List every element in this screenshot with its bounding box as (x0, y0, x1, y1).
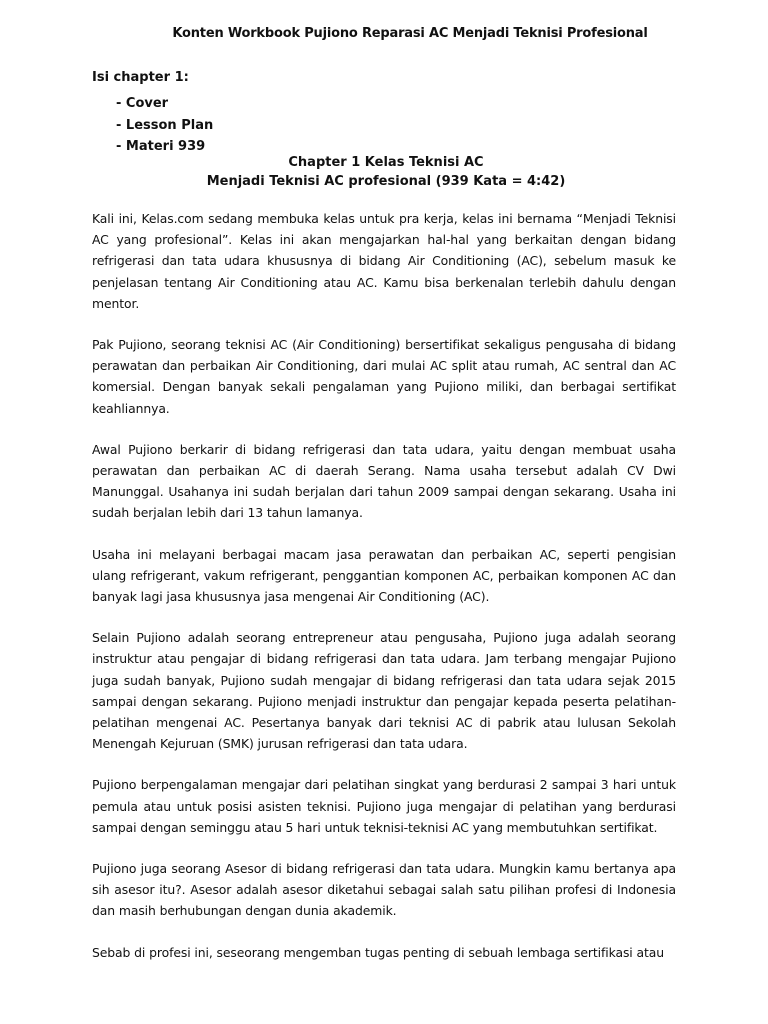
toc-heading: Isi chapter 1: (92, 70, 189, 85)
toc-item-lesson-plan: - Lesson Plan (116, 117, 214, 133)
chapter-subtitle: Menjadi Teknisi AC profesional (939 Kata = 4:42) (206, 174, 566, 189)
body-text (92, 208, 676, 983)
paragraph: Pak Pujiono, seorang teknisi AC (Air Conditioning) bersertifikat sekaligus pengusaha di bidang perawatan dan perbaikan Air Conditioning, dari mulai AC split atau rumah, AC sentral dan AC komersial. Dengan banyak sekali pengalaman yang Pujiono miliki, dan berbagai sertifikat keahliannya. (92, 337, 676, 416)
paragraph: Awal Pujiono berkarir di bidang refrigerasi dan tata udara, yaitu dengan membuat usaha perawatan dan perbaikan AC di daerah Serang. Nama usaha tersebut adalah CV Dwi Manunggal. Usahanya ini sudah berjalan dari tahun 2009 sampai dengan sekarang. Usaha ini sudah berjalan lebih dari 13 tahun lamanya. (92, 441, 676, 521)
paragraph: Pujiono berpengalaman mengajar dari pelatihan singkat yang berdurasi 2 sampai 3 hari untuk pemula atau untuk posisi asisten teknisi. Pujiono juga mengajar di pelatihan yang berdurasi sampai dengan seminggu atau 5 hari untuk teknisi-teknisi AC yang membutuhkan sertifikat. (92, 777, 676, 835)
paragraph: Selain Pujiono adalah seorang entrepreneur atau pengusaha, Pujiono juga adalah seorang instruktur atau pengajar di bidang refrigerasi dan tata udara. Jam terbang mengajar Pujiono juga sudah banyak, Pujiono sudah mengajar di bidang refrigerasi dan tata udara sejak 2015 sampai dengan sekarang. Pujiono menjadi instruktur dan pengajar kepada peserta pelatihan-pelatihan mengenai AC. Pesertanya banyak dari teknisi AC di pabrik atau lulusan Sekolah Menengah Kejuruan (SMK) jurusan refrigerasi dan tata udara. (92, 630, 676, 752)
paragraph: Pujiono juga seorang Asesor di bidang refrigerasi dan tata udara. Mungkin kamu bertanya apa sih asesor itu?. Asesor adalah asesor diketahui sebagai salah satu pilihan profesi di Indonesia dan masih berhubungan dengan dunia akademik. (92, 861, 676, 919)
toc-item-materi: - Materi 939 (116, 139, 206, 154)
paragraph: Sebab di profesi ini, seseorang mengemban tugas penting di sebuah lembaga sertifikasi atau (92, 944, 664, 960)
document-title: Konten Workbook Pujiono Reparasi AC Menjadi Teknisi Profesional (172, 26, 648, 41)
chapter-title: Chapter 1 Kelas Teknisi AC (288, 155, 484, 170)
paragraph: Usaha ini melayani berbagai macam jasa perawatan dan perbaikan AC, seperti pengisian ulang refrigerant, vakum refrigerant, penggantian komponen AC, perbaikan komponen AC dan banyak lagi jasa khususnya jasa mengenai Air Conditioning (AC). (92, 546, 676, 605)
toc-item-cover: - Cover (116, 96, 169, 111)
toc-list (116, 93, 213, 158)
paragraph: Kali ini, Kelas.com sedang membuka kelas untuk pra kerja, kelas ini bernama “Menjadi Teknisi AC yang profesional”. Kelas ini akan mengajarkan hal-hal yang berkaitan dengan bidang refrigerasi dan tata udara khususnya di bidang Air Conditioning (AC), sebelum masuk ke penjelasan tentang Air Conditioning atau AC. Kamu bisa berkenalan terlebih dahulu dengan mentor. (92, 211, 676, 311)
